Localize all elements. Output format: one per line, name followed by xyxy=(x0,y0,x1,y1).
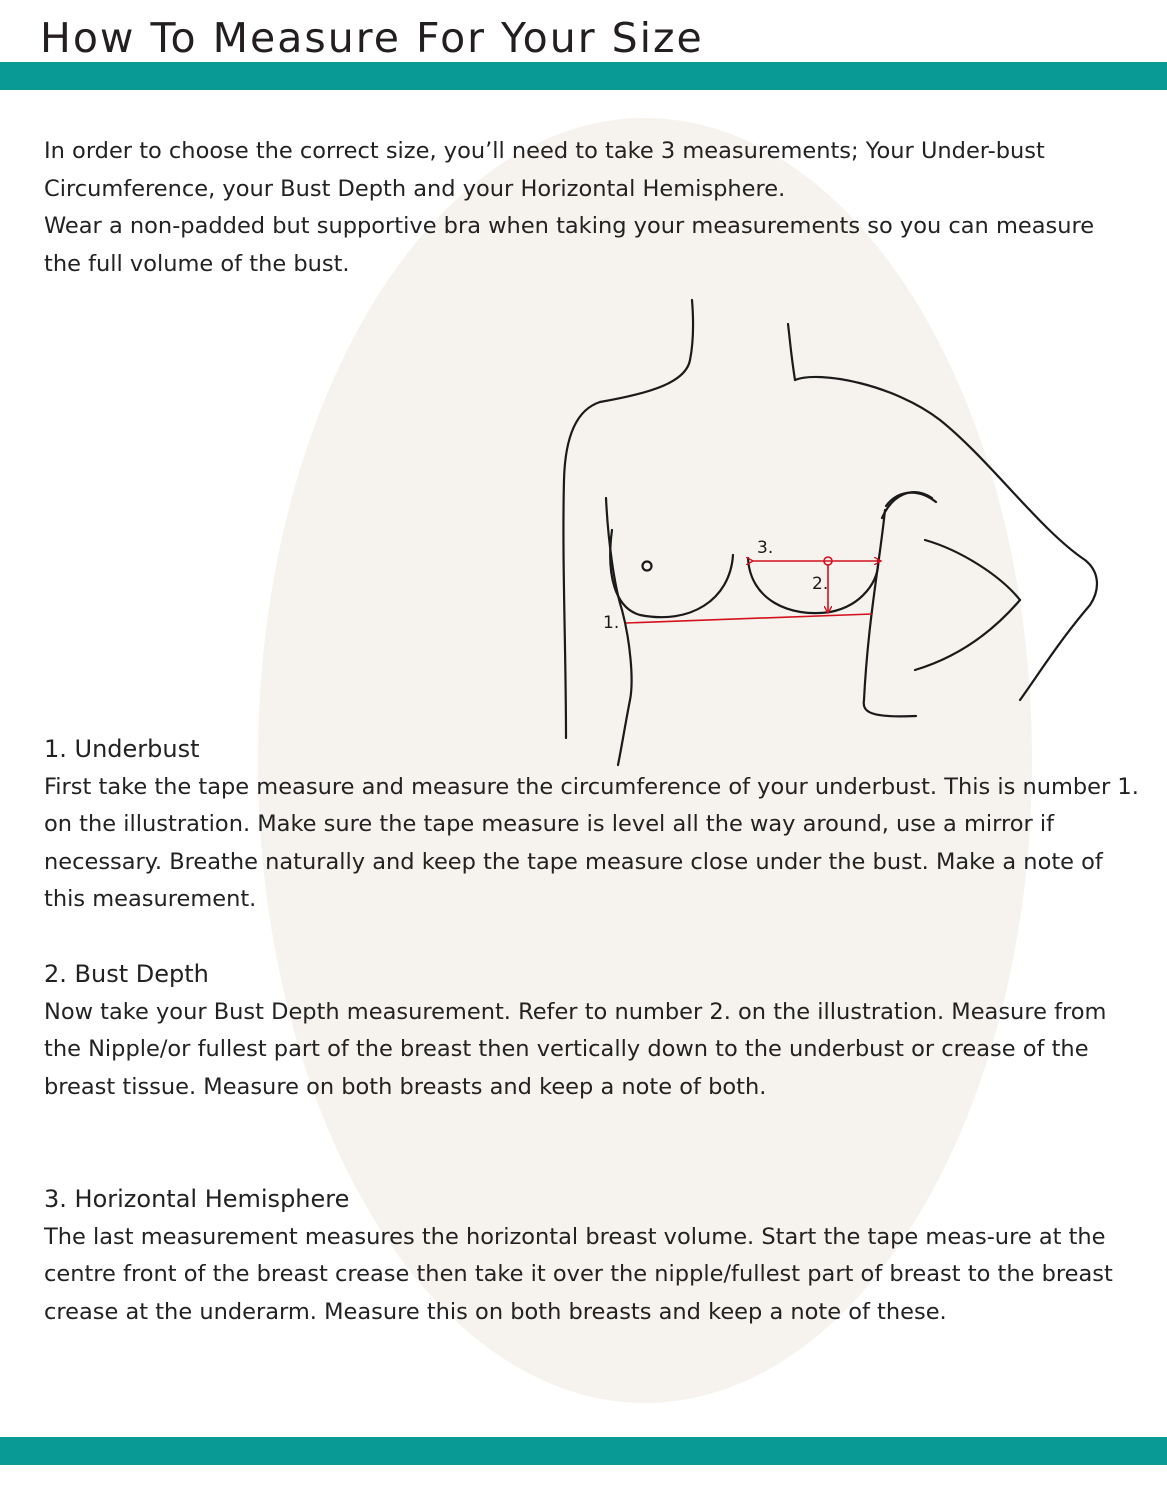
section-horizontal-hemisphere xyxy=(44,1181,1139,1331)
page-title: How To Measure For Your Size xyxy=(40,14,704,62)
label-hemisphere: 3. xyxy=(757,538,774,558)
section-heading: 3. Horizontal Hemisphere xyxy=(44,1185,350,1213)
section-bust-depth xyxy=(44,956,1139,1106)
section-body: The last measurement measures the horizontal breast volume. Start the tape meas-ure at the centre front of the breast crease then take it over the nipple/fullest part of breast to the breast crease at the underarm. Measure this on both breasts and keep a note of these. xyxy=(44,1223,1113,1325)
section-heading: 2. Bust Depth xyxy=(44,960,209,988)
section-body: First take the tape measure and measure the circumference of your underbust. This is number 1. on the illustration. Make sure the tape measure is level all the way around, use a mirror if necessary. Breathe naturally and keep the tape measure close under the bust. Make a note of this measurement. xyxy=(44,773,1139,912)
header-bar xyxy=(0,62,1167,90)
label-underbust: 1. xyxy=(603,613,620,633)
section-underbust xyxy=(44,731,1139,919)
label-depth: 2. xyxy=(812,574,829,594)
footer-bar xyxy=(0,1437,1167,1465)
torso-outline xyxy=(563,300,1097,765)
intro-paragraph-1: In order to choose the correct size, you’ll need to take 3 measurements; Your Under-bust Circumference, your Bust Depth and your Horizontal Hemisphere. xyxy=(44,138,1045,202)
section-body: Now take your Bust Depth measurement. Refer to number 2. on the illustration. Measure from the Nipple/or fullest part of the breast then vertically down to the underbust or crease of the breast tissue. Measure on both breasts and keep a note of both. xyxy=(44,998,1107,1100)
section-heading: 1. Underbust xyxy=(44,735,200,763)
intro-paragraph-2: Wear a non-padded but supportive bra when taking your measurements so you can measure the full volume of the bust. xyxy=(44,213,1095,277)
measurement-illustration xyxy=(540,290,1120,770)
underbust-line xyxy=(626,614,872,623)
intro-text xyxy=(44,133,1134,283)
measurement-lines xyxy=(626,557,880,623)
